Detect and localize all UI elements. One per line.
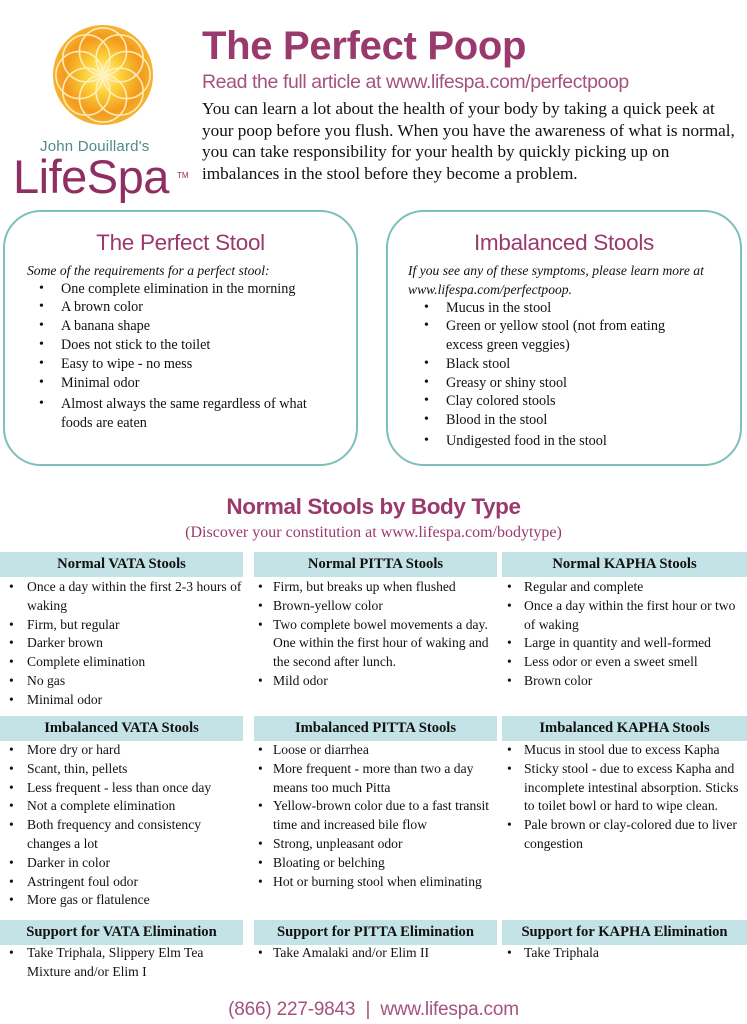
list-item: • Firm, but breaks up when flushed <box>254 578 497 597</box>
list-item: • Take Triphala <box>502 944 747 963</box>
list-item: • Brown-yellow color <box>254 597 497 616</box>
list-item: • Strong, unpleasant odor <box>254 835 497 854</box>
perfect-stool-title: The Perfect Stool <box>96 230 265 255</box>
list-item: • Scant, thin, pellets <box>0 760 243 779</box>
list-item: • More dry or hard <box>0 741 243 760</box>
list-item: • Clay colored stools <box>420 392 740 411</box>
list-item: • Black stool <box>420 355 740 374</box>
support-kapha-list <box>502 944 747 963</box>
imbalanced-kapha-list <box>502 741 747 854</box>
list-item: • Sticky stool - due to excess Kapha and incomplete intestinal absorption. Sticks to toilet bowl or hard to wipe clean. <box>502 760 747 816</box>
list-item: • Take Triphala, Slippery Elm Tea Mixture and/or Elim I <box>0 944 243 982</box>
footer-contact[interactable]: (866) 227-9843 | www.lifespa.com <box>228 999 519 1020</box>
list-item: • Loose or diarrhea <box>254 741 497 760</box>
normal-pitta-header: Normal PITTA Stools <box>254 552 497 577</box>
list-item: • Regular and complete <box>502 578 747 597</box>
trademark-mark: TM <box>177 171 189 180</box>
support-vata-header: Support for VATA Elimination <box>0 920 243 945</box>
list-item: • Take Amalaki and/or Elim II <box>254 944 497 963</box>
imbalanced-pitta-header: Imbalanced PITTA Stools <box>254 716 497 741</box>
support-vata-list <box>0 944 243 982</box>
body-type-title: Normal Stools by Body Type <box>226 494 521 519</box>
perfect-stool-lead: Some of the requirements for a perfect stool: <box>27 262 270 278</box>
body-type-subtitle: (Discover your constitution at www.lifespa.com/bodytype) <box>185 524 562 541</box>
normal-vata-header: Normal VATA Stools <box>0 552 243 577</box>
list-item: • Mucus in the stool <box>420 299 740 318</box>
list-item: • A banana shape <box>35 317 356 336</box>
pitta-column <box>254 0 497 1024</box>
list-item: • Minimal odor <box>0 691 243 710</box>
list-item: • Greasy or shiny stool <box>420 374 740 393</box>
list-item: • Less odor or even a sweet smell <box>502 653 747 672</box>
list-item: • Mild odor <box>254 672 497 691</box>
normal-vata-list <box>0 578 243 710</box>
list-item: • One complete elimination in the morning <box>35 280 356 299</box>
list-item: • Complete elimination <box>0 653 243 672</box>
list-item: • Blood in the stool <box>420 411 740 430</box>
list-item: • Firm, but regular <box>0 616 243 635</box>
imbalanced-kapha-header: Imbalanced KAPHA Stools <box>502 716 747 741</box>
list-item: • Both frequency and consistency changes a lot <box>0 816 243 854</box>
list-item: • Green or yellow stool (not from eating excess green veggies) <box>420 317 690 355</box>
list-item: • Undigested food in the stool <box>420 432 740 451</box>
list-item: • More gas or flatulence <box>0 891 243 910</box>
list-item: • Hot or burning stool when eliminating <box>254 873 497 892</box>
list-item: • Easy to wipe - no mess <box>35 355 356 374</box>
list-item: • Darker in color <box>0 854 243 873</box>
list-item: • Large in quantity and well-formed <box>502 634 747 653</box>
list-item: • Mucus in stool due to excess Kapha <box>502 741 747 760</box>
imbalanced-vata-header: Imbalanced VATA Stools <box>0 716 243 741</box>
list-item: • Less frequent - less than once day <box>0 779 243 798</box>
article-link[interactable]: Read the full article at www.lifespa.com/perfectpoop <box>202 71 629 93</box>
intro-paragraph: You can learn a lot about the health of your body by taking a quick peek at your poop before you flush. When you have the awareness of what is normal, you can take responsibility for your health by quickly picking up on imbalances in the stool before they become a problem. <box>202 99 735 183</box>
list-item: • Does not stick to the toilet <box>35 336 356 355</box>
support-pitta-header: Support for PITTA Elimination <box>254 920 497 945</box>
list-item: • Once a day within the first 2-3 hours of waking <box>0 578 243 616</box>
list-item: • Two complete bowel movements a day. One within the first hour of waking and the second after lunch. <box>254 616 497 672</box>
imbalanced-pitta-list <box>254 741 497 891</box>
list-item: • Minimal odor <box>35 374 356 393</box>
imbalanced-stools-title: Imbalanced Stools <box>473 230 654 255</box>
normal-kapha-header: Normal KAPHA Stools <box>502 552 747 577</box>
list-item: • No gas <box>0 672 243 691</box>
list-item: • Pale brown or clay-colored due to liver congestion <box>502 816 747 854</box>
list-item: • Darker brown <box>0 634 243 653</box>
list-item: • More frequent - more than two a day means too much Pitta <box>254 760 497 798</box>
list-item: • Yellow-brown color due to a fast transit time and increased bile flow <box>254 797 497 835</box>
list-item: • Once a day within the first hour or two of waking <box>502 597 747 635</box>
normal-kapha-list <box>502 578 747 691</box>
list-item: • Not a complete elimination <box>0 797 243 816</box>
list-item: • Brown color <box>502 672 747 691</box>
support-kapha-header: Support for KAPHA Elimination <box>502 920 747 945</box>
vata-column <box>0 0 243 1024</box>
imbalanced-vata-list <box>0 741 243 910</box>
logo-byline: John Douillard's <box>40 138 150 155</box>
list-item: • Almost always the same regardless of what foods are eaten <box>35 395 335 433</box>
list-item: • A brown color <box>35 298 356 317</box>
imbalanced-stools-lead: If you see any of these symptoms, please learn more at www.lifespa.com/perfectpoop. <box>408 262 704 297</box>
page-title: The Perfect Poop <box>202 24 527 68</box>
list-item: • Astringent foul odor <box>0 873 243 892</box>
support-pitta-list <box>254 944 497 963</box>
normal-pitta-list <box>254 578 497 691</box>
list-item: • Bloating or belching <box>254 854 497 873</box>
kapha-column <box>502 0 747 1024</box>
logo-brand: LifeSpa <box>13 150 169 203</box>
